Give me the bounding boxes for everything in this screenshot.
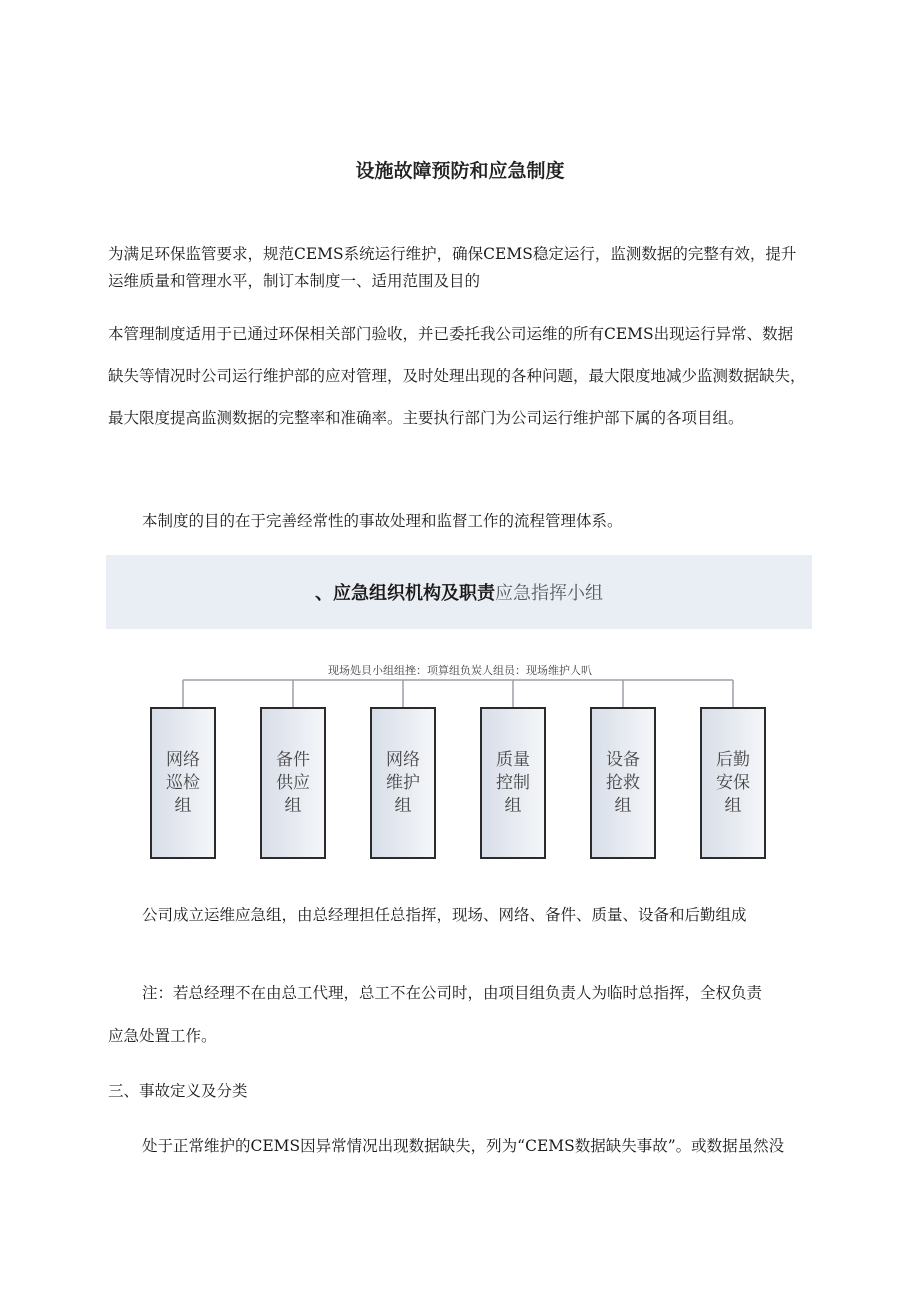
org-box-label: 后勤安保组 — [716, 749, 750, 816]
org-box-logistics-security — [700, 707, 766, 859]
scope-paragraph: 本管理制度适用于已通过环保相关部门验收，并已委托我公司运维的所有CEMS出现运行异常、数据缺失等情况时公司运行维护部的应对管理，及时处理出现的各种问题，最大限度地减少监测数据缺失，最大限度提高监测数据的完整率和准确率。主要执行部门为公司运行维护部下属的各项目组。 — [108, 325, 806, 427]
org-box-spare-parts — [260, 707, 326, 859]
org-box-label: 质量控制组 — [496, 749, 530, 816]
formation-paragraph: 公司成立运维应急组，由总经理担任总指挥，现场、网络、备件、质量、设备和后勤组成 — [142, 906, 747, 924]
org-box-network-maintenance — [370, 707, 436, 859]
org-box-label: 设备抢救组 — [606, 749, 640, 816]
org-chart-caption: 现场処貝小组组挫：项算组负炭人组员：现场维护人叭 — [328, 664, 592, 677]
org-box-label: 网络维护组 — [386, 749, 420, 816]
note-paragraph-line2: 应急处置工作。 — [108, 1027, 217, 1045]
section-heading-definitions: 三、事故定义及分类 — [108, 1082, 248, 1100]
section-heading-org: 、应急组织机构及职责 — [315, 583, 495, 604]
org-box-label: 备件供应组 — [276, 749, 310, 816]
note-paragraph-line1: 注：若总经理不在由总工代理，总工不在公司时，由项目组负责人为临时总指挥，全权负责 — [142, 984, 763, 1002]
purpose-paragraph: 本制度的目的在于完善经常性的事故处理和监督工作的流程管理体系。 — [142, 512, 623, 530]
org-box-network-patrol — [150, 707, 216, 859]
section-heading-command: 应急指挥小组 — [495, 583, 603, 604]
org-box-label: 网络巡检组 — [166, 749, 200, 816]
page-title: 设施故障预防和应急制度 — [355, 160, 565, 182]
org-box-quality-control — [480, 707, 546, 859]
intro-paragraph: 为满足环保监管要求，规范CEMS系统运行维护，确保CEMS稳定运行，监测数据的完整有效，提升运维质量和管理水平，制订本制度一、适用范围及目的 — [108, 245, 797, 290]
definitions-paragraph: 处于正常维护的CEMS因异常情况出现数据缺失，列为“CEMS数据缺失事故”。或数据虽然没 — [142, 1137, 785, 1155]
org-box-equipment-rescue — [590, 707, 656, 859]
